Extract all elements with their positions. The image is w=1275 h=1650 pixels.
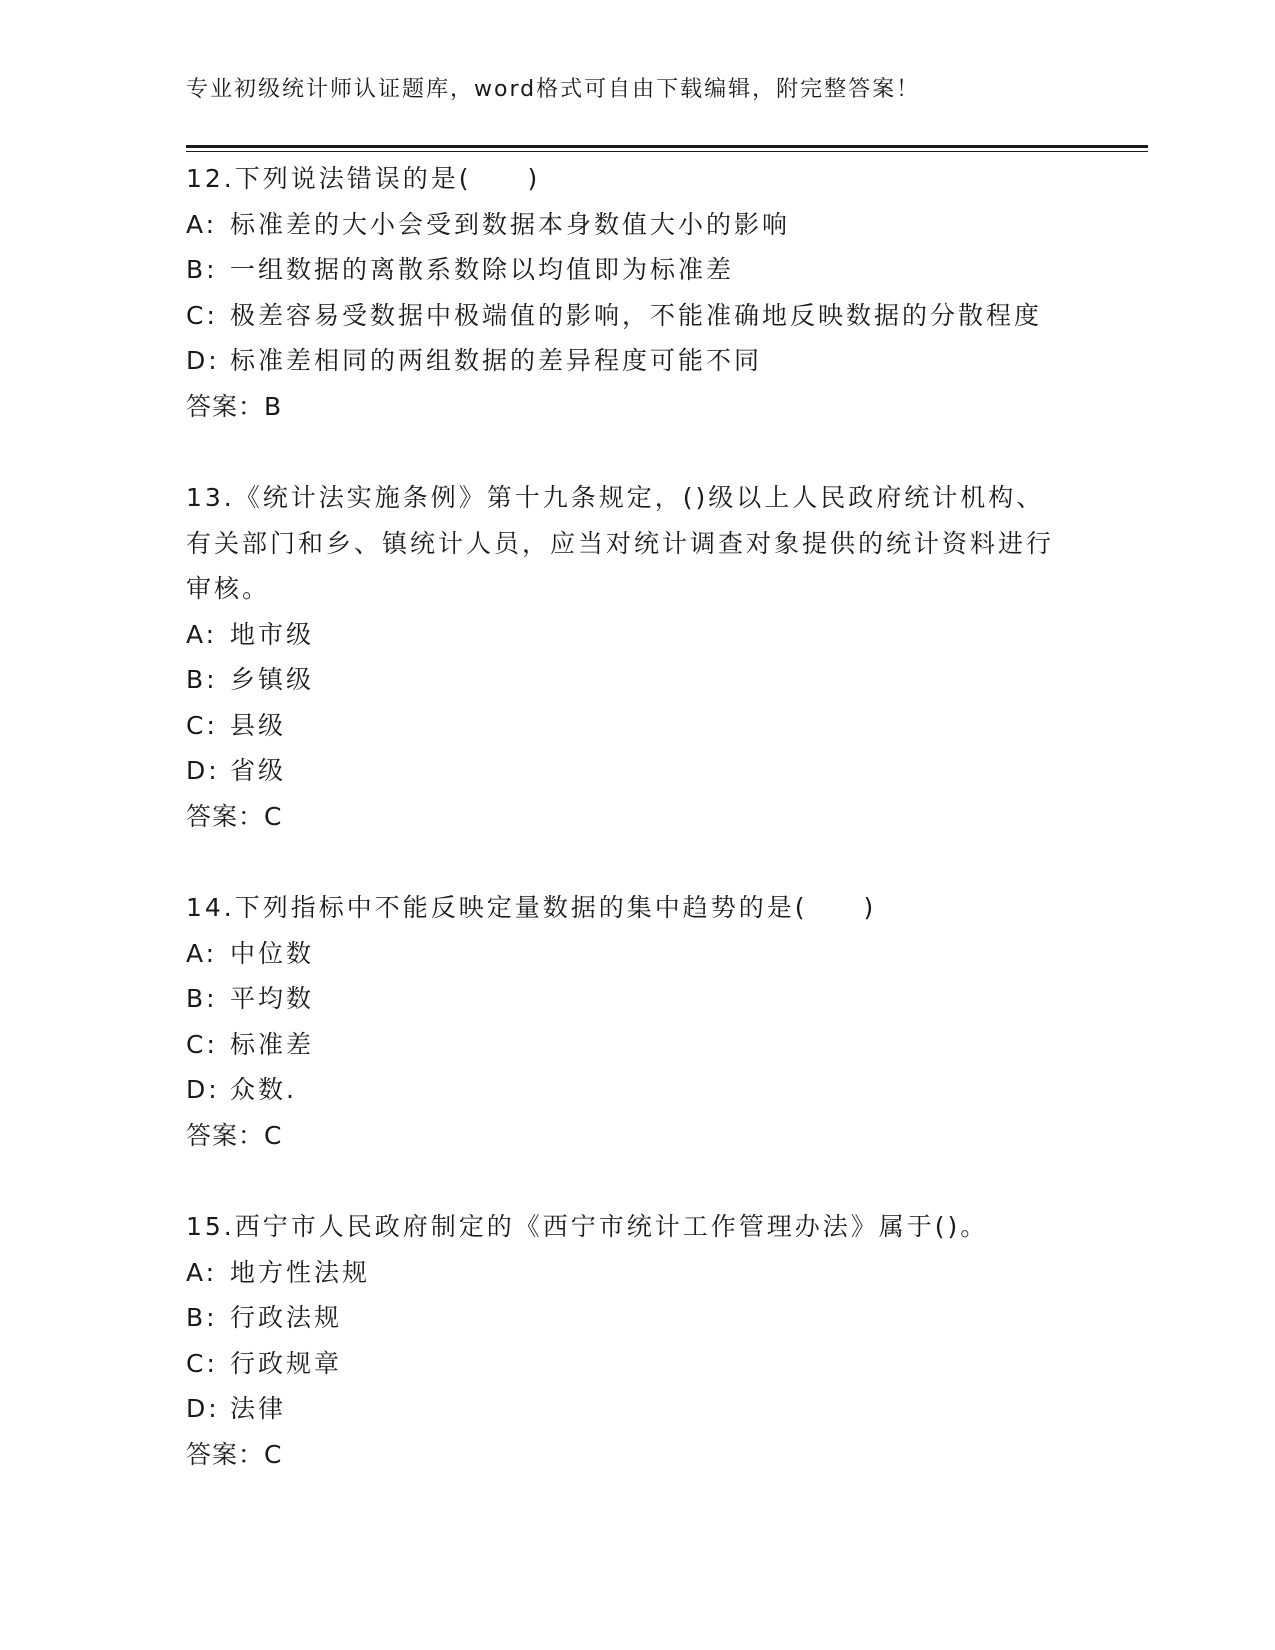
option-text: 标准差 — [230, 1029, 315, 1059]
header-rule-thick — [186, 145, 1148, 148]
option-b — [186, 976, 1086, 1022]
option-a — [186, 931, 1086, 977]
option-text: 平均数 — [230, 984, 315, 1013]
question-13 — [186, 475, 1086, 839]
question-stem: 14.下列指标中不能反映定量数据的集中趋势的是( ) — [186, 893, 877, 922]
answer-line: 答案：C — [186, 1120, 283, 1150]
header-rule-thin — [186, 151, 1148, 152]
option-letter: C: — [186, 1029, 218, 1059]
option-letter: B: — [186, 984, 218, 1013]
option-letter: A: — [186, 938, 218, 968]
option-letter: A: — [186, 1257, 218, 1287]
option-letter: A: — [186, 619, 218, 649]
option-text: 众数. — [230, 1075, 297, 1104]
option-c — [186, 293, 1086, 339]
page-header: 专业初级统计师认证题库，word格式可自由下载编辑，附完整答案！ — [186, 77, 921, 102]
option-letter: C: — [186, 710, 218, 740]
answer-line: 答案：B — [186, 391, 283, 421]
option-d — [186, 1067, 1086, 1113]
option-c — [186, 703, 1086, 749]
option-text: 标准差相同的两组数据的差异程度可能不同 — [230, 346, 763, 375]
option-b — [186, 657, 1086, 703]
option-letter: A: — [186, 209, 218, 239]
question-12 — [186, 156, 1086, 429]
option-text: 法律 — [230, 1394, 287, 1423]
option-letter: D: — [186, 346, 220, 375]
answer-line: 答案：C — [186, 1439, 283, 1469]
question-stem: 12.下列说法错误的是( ) — [186, 164, 541, 193]
option-a — [186, 202, 1086, 248]
option-letter: B: — [186, 255, 218, 284]
option-b — [186, 247, 1086, 293]
option-text: 县级 — [230, 710, 287, 740]
option-letter: C: — [186, 1348, 218, 1378]
option-c — [186, 1341, 1086, 1387]
option-b — [186, 1295, 1086, 1341]
option-letter: C: — [186, 300, 218, 330]
option-text: 行政法规 — [230, 1303, 343, 1332]
option-d — [186, 338, 1086, 384]
question-stem: 15.西宁市人民政府制定的《西宁市统计工作管理办法》属于()。 — [186, 1212, 989, 1241]
option-a — [186, 1250, 1086, 1296]
question-15 — [186, 1204, 1086, 1477]
option-letter: D: — [186, 1075, 220, 1104]
option-letter: D: — [186, 1394, 220, 1423]
option-text: 标准差的大小会受到数据本身数值大小的影响 — [230, 209, 791, 239]
option-a — [186, 612, 1086, 658]
answer-line: 答案：C — [186, 801, 283, 831]
option-text: 极差容易受数据中极端值的影响，不能准确地反映数据的分散程度 — [230, 300, 1043, 330]
option-letter: B: — [186, 1303, 218, 1332]
question-stem: 13.《统计法实施条例》第十九条规定，()级以上人民政府统计机构、有关部门和乡、镇统计人员，应当对统计调查对象提供的统计资料进行审核。 — [186, 483, 1055, 603]
option-letter: D: — [186, 756, 220, 785]
option-d — [186, 1386, 1086, 1432]
option-text: 中位数 — [230, 938, 315, 968]
option-text: 行政规章 — [230, 1348, 343, 1378]
question-list — [186, 156, 1086, 1523]
option-text: 地方性法规 — [230, 1257, 371, 1287]
question-14 — [186, 885, 1086, 1158]
option-text: 地市级 — [230, 619, 315, 649]
option-letter: B: — [186, 665, 218, 694]
option-c — [186, 1022, 1086, 1068]
option-text: 乡镇级 — [230, 665, 315, 694]
option-d — [186, 748, 1086, 794]
option-text: 省级 — [230, 756, 287, 785]
option-text: 一组数据的离散系数除以均值即为标准差 — [230, 255, 735, 284]
